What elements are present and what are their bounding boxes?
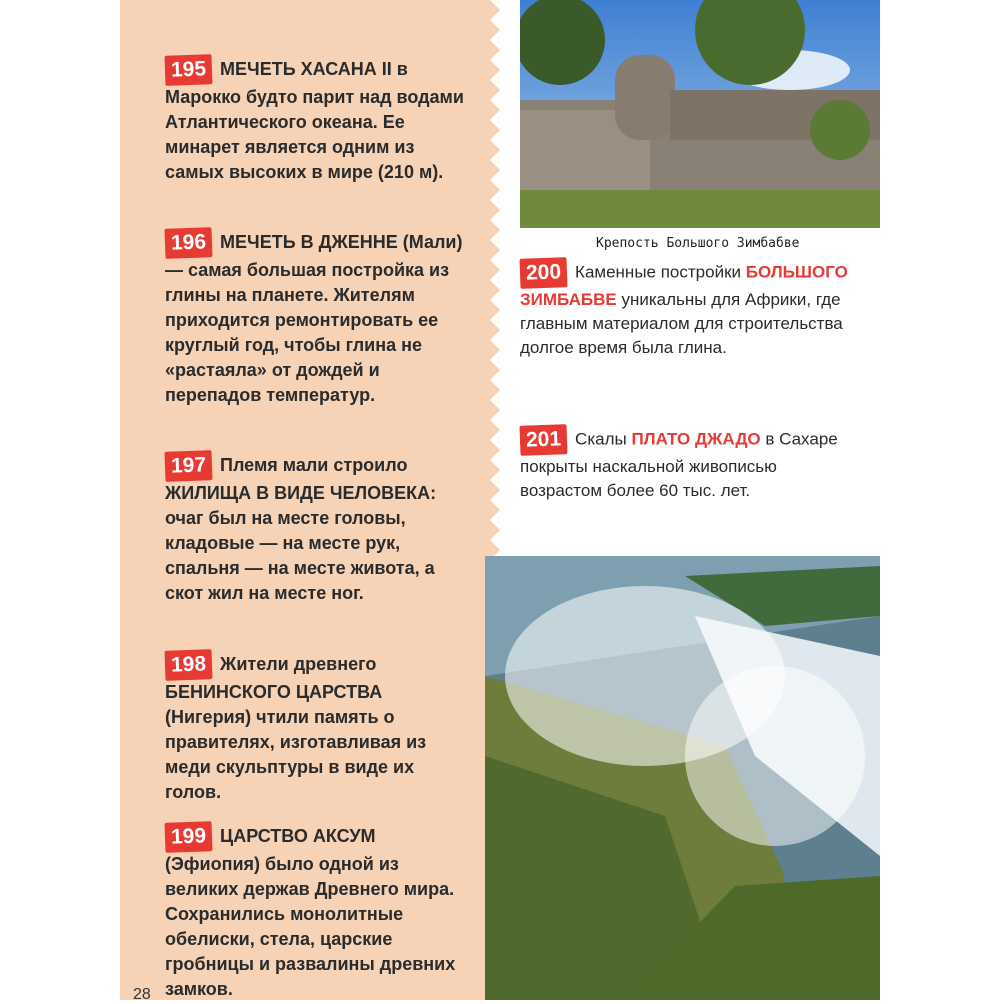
photo-caption: Крепость Большого Зимбабве	[596, 236, 800, 251]
fact-201	[520, 425, 860, 503]
fact-text-201-highlight: ПЛАТО ДЖАДО	[631, 429, 761, 449]
badge-200: 200	[519, 257, 567, 289]
badge-198: 198	[164, 649, 212, 681]
fact-196	[165, 228, 465, 408]
fact-text-201-post: в Сахаре покрыты наскальной живописью возрастом более 60 тыс. лет.	[520, 429, 838, 500]
badge-196: 196	[164, 227, 212, 259]
zimbabwe-photo	[520, 0, 880, 228]
fact-text-199: ЦАРСТВО АКСУМ (Эфиопия) было одной из великих держав Древнего мира. Сохранились монолитные обелиски, стела, царские гробницы и развалины древних замков.	[165, 825, 456, 999]
fact-198	[165, 650, 465, 805]
fact-text-198: Жители древнего БЕНИНСКОГО ЦАРСТВА (Нигерия) чтили память о правителях, изготавливая из меди скульптуры в виде их голов.	[165, 653, 427, 802]
badge-199: 199	[164, 821, 212, 853]
fact-text-196: МЕЧЕТЬ В ДЖЕННЕ (Мали) — самая большая постройка из глины на планете. Жителям приходится ремонтировать ее круглый год, чтобы глина не «растаяла» от дождей и перепадов температур.	[165, 231, 463, 405]
waterfall-photo	[485, 556, 880, 1000]
page-number: 28	[133, 986, 151, 1003]
fact-200	[520, 258, 860, 360]
fact-text-201-pre: Скалы	[575, 429, 632, 449]
badge-201: 201	[519, 424, 567, 456]
fact-text-200-post: уникальны для Африки, где главным материалом для строительства долгое время была глина.	[520, 290, 843, 357]
fact-text-200-pre: Каменные постройки	[575, 262, 746, 282]
badge-197: 197	[164, 450, 212, 482]
fact-text-200-highlight: БОЛЬШОГО ЗИМБАБВЕ	[520, 262, 848, 309]
fact-text-197: Племя мали строило ЖИЛИЩА В ВИДЕ ЧЕЛОВЕКА: очаг был на месте головы, кладовые — на месте рук, спальня — на месте живота, а скот жил на месте ног.	[165, 454, 437, 603]
fact-195	[165, 55, 465, 185]
fact-199	[165, 822, 465, 1002]
badge-195: 195	[164, 54, 212, 86]
fact-197	[165, 451, 465, 606]
fact-text-195: МЕЧЕТЬ ХАСАНА II в Марокко будто парит над водами Атлантического океана. Ее минарет является одним из самых высоких в мире (210 м).	[165, 58, 464, 182]
